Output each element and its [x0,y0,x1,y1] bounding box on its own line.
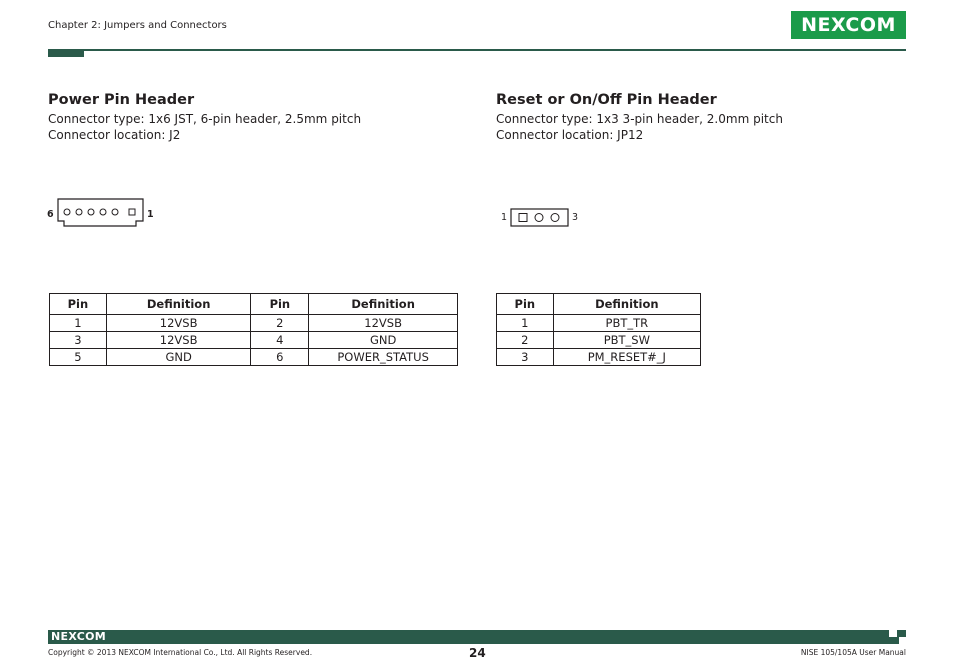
table-row [50,332,458,349]
reset-type: Connector type: 1x3 3-pin header, 2.0mm pitch [496,112,783,126]
table-cell: 1 [497,315,554,332]
table-cell: 4 [251,332,309,349]
power-connector-diagram [56,197,146,229]
table-header-row [497,294,701,315]
power-type: Connector type: 1x6 JST, 6-pin header, 2.5mm pitch [48,112,362,126]
table-cell: 12VSB [106,315,251,332]
table-header-row [50,294,458,315]
table-header-cell: Definition [309,294,458,315]
table-cell: GND [309,332,458,349]
page-number: 24 [469,646,486,660]
power-section [48,92,361,143]
table-cell: 2 [251,315,309,332]
table-cell: PM_RESET#_J [553,349,700,366]
table-cell: 5 [50,349,107,366]
table-header-cell: Definition [106,294,251,315]
power-location: Connector location: J2 [48,128,181,142]
reset-pin-label-right: 3 [572,212,579,223]
table-cell: 12VSB [309,315,458,332]
power-pin-label-left: 6 [47,209,54,220]
table-cell: 2 [497,332,554,349]
chapter-title: Chapter 2: Jumpers and Connectors [48,20,227,31]
reset-pin-table [496,293,701,366]
reset-location: Connector location: JP12 [496,128,644,142]
reset-section [496,92,783,143]
copyright-text: Copyright © 2013 NEXCOM International Co., Ltd. All Rights Reserved. [48,648,313,657]
reset-title: Reset or On/Off Pin Header [496,92,717,108]
power-pin-label-right: 1 [147,209,154,220]
reset-pin-label-left: 1 [501,212,508,223]
footer-squares-icon [889,630,907,644]
table-cell: 3 [50,332,107,349]
table-header-cell: Pin [251,294,309,315]
table-row [497,349,701,366]
table-header-cell: Pin [497,294,554,315]
footer-bar [48,630,906,644]
manual-name: NISE 105/105A User Manual [800,648,906,657]
header-tab-marker [48,49,84,57]
footer-logo: NEXCOM [51,630,106,643]
table-cell: GND [106,349,251,366]
logo-text: NEXCOM [801,14,896,36]
table-cell: PBT_TR [553,315,700,332]
table-cell: 6 [251,349,309,366]
table-cell: 12VSB [106,332,251,349]
table-cell: 3 [497,349,554,366]
table-header-cell: Pin [50,294,107,315]
reset-connector-diagram [510,208,570,228]
table-row [497,315,701,332]
table-header-cell: Definition [553,294,700,315]
table-cell: 1 [50,315,107,332]
table-cell: PBT_SW [553,332,700,349]
header-divider [48,49,906,51]
table-cell: POWER_STATUS [309,349,458,366]
power-pin-table [49,293,458,366]
table-row [50,315,458,332]
table-row [50,349,458,366]
nexcom-logo [791,11,906,39]
power-title: Power Pin Header [48,92,195,108]
table-row [497,332,701,349]
